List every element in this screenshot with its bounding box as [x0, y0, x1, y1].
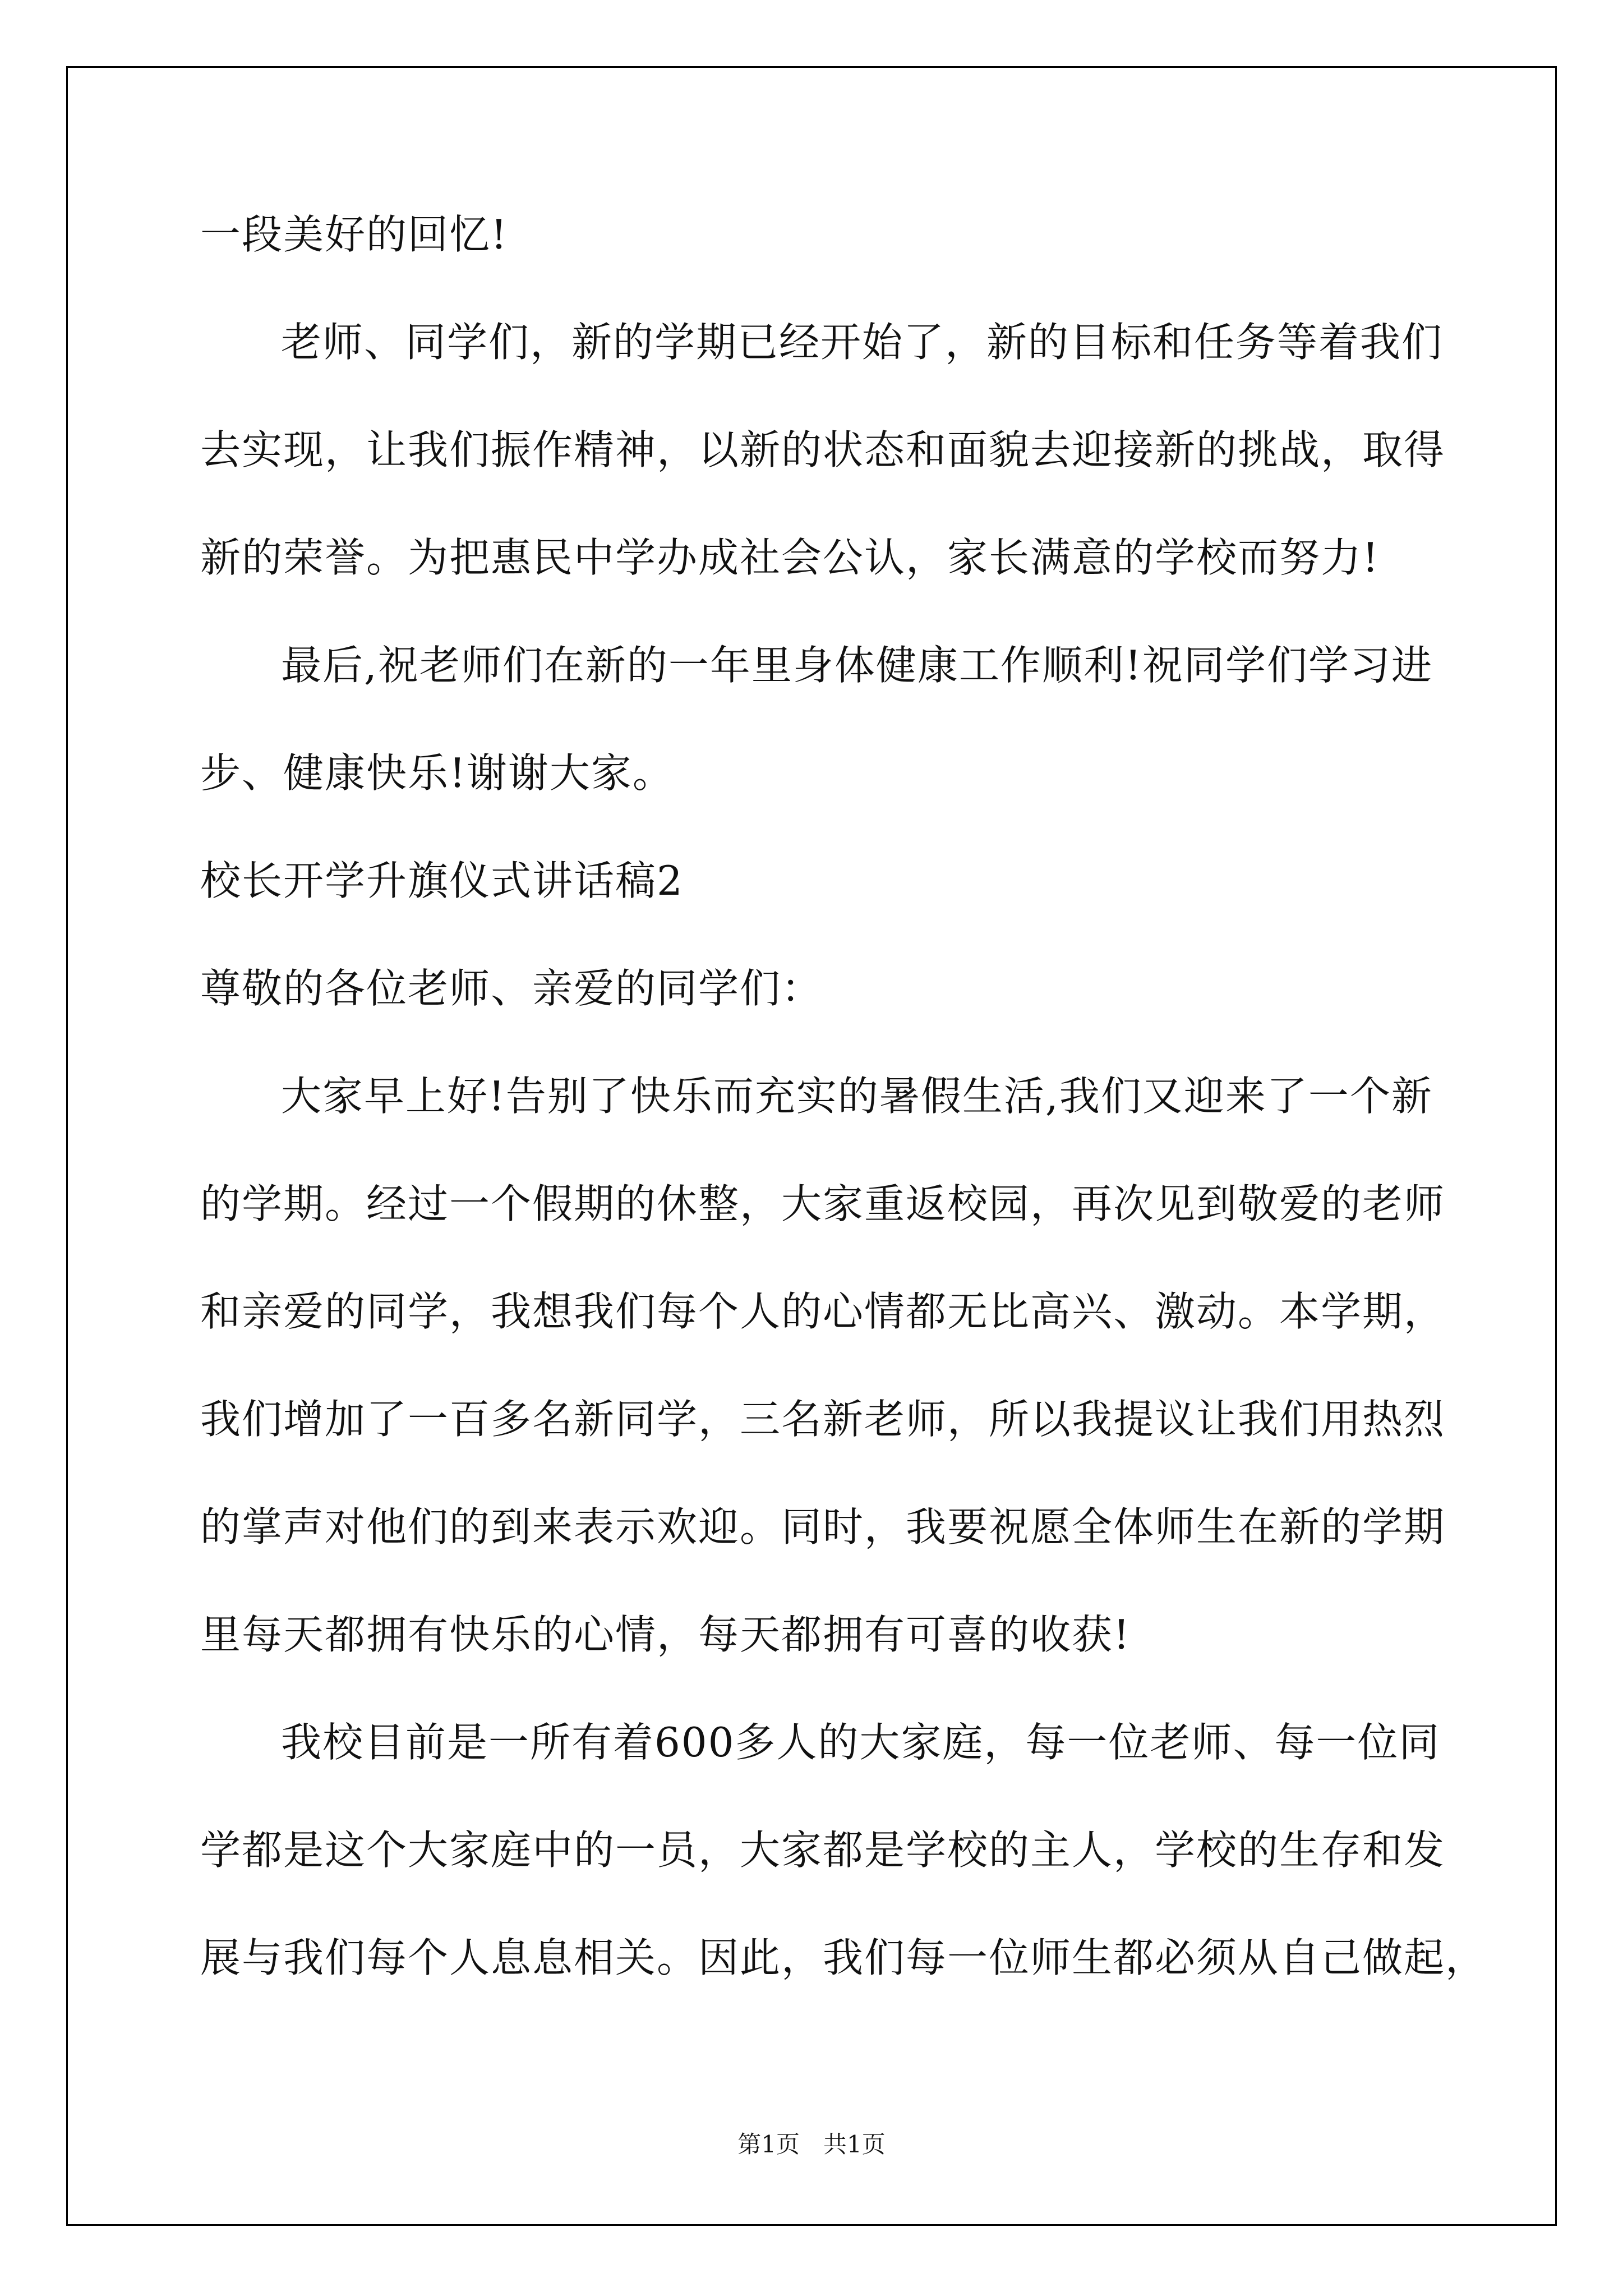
paragraph-line: 去实现，让我们振作精神，以新的状态和面貌去迎接新的挑战，取得: [200, 426, 1446, 473]
paragraph-line: 步、健康快乐!谢谢大家。: [200, 749, 674, 797]
salutation: 尊敬的各位老师、亲爱的同学们：: [200, 965, 823, 1012]
paragraph-line: 里每天都拥有快乐的心情，每天都拥有可喜的收获!: [200, 1611, 1131, 1658]
page-border: [66, 66, 1557, 2226]
paragraph-line: 老师、同学们，新的学期已经开始了，新的目标和任务等着我们: [281, 319, 1444, 366]
paragraph-line: 展与我们每个人息息相关。因此，我们每一位师生都必须从自己做起，: [200, 1934, 1487, 1981]
paragraph-line: 大家早上好!告别了快乐而充实的暑假生活,我们又迎来了一个新: [281, 1073, 1433, 1120]
paragraph-line: 一段美好的回忆!: [200, 211, 508, 258]
paragraph-line: 我校目前是一所有着600多人的大家庭，每一位老师、每一位同: [281, 1719, 1441, 1766]
paragraph-line: 的掌声对他们的到来表示欢迎。同时，我要祝愿全体师生在新的学期: [200, 1503, 1446, 1550]
section-title: 校长开学升旗仪式讲话稿2: [200, 857, 684, 904]
paragraph-line: 的学期。经过一个假期的休整，大家重返校园，再次见到敬爱的老师: [200, 1180, 1446, 1227]
paragraph-line: 最后,祝老师们在新的一年里身体健康工作顺利!祝同学们学习进: [281, 642, 1433, 689]
page-number-footer: 第1页 共1页: [737, 2131, 886, 2158]
paragraph-line: 我们增加了一百多名新同学，三名新老师，所以我提议让我们用热烈: [200, 1396, 1446, 1443]
paragraph-line: 新的荣誉。为把惠民中学办成社会公认，家长满意的学校而努力!: [200, 534, 1380, 581]
paragraph-line: 学都是这个大家庭中的一员，大家都是学校的主人，学校的生存和发: [200, 1826, 1446, 1874]
paragraph-line: 和亲爱的同学，我想我们每个人的心情都无比高兴、激动。本学期，: [200, 1288, 1446, 1335]
